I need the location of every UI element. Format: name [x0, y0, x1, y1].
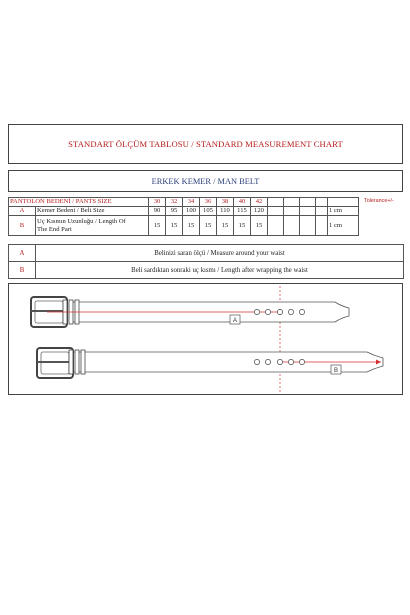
tolerance-cell: 1 cm — [328, 207, 359, 216]
note-row — [9, 262, 404, 279]
label-b: B — [333, 368, 339, 374]
belt-hole — [254, 309, 259, 314]
size-cell: 34 — [183, 198, 200, 207]
subtitle-box — [8, 170, 403, 192]
belt-loop — [75, 350, 79, 374]
value-cell: 15 — [183, 216, 200, 236]
row-label — [36, 216, 149, 236]
belt-diagram — [8, 283, 403, 395]
chart-title: STANDART ÖLÇÜM TABLOSU / STANDARD MEASUREMENT CHART — [68, 139, 343, 149]
value-cell: 120 — [251, 207, 268, 216]
table-row — [9, 207, 359, 216]
size-cell: 32 — [166, 198, 183, 207]
value-cell: 15 — [200, 216, 217, 236]
size-cell: 40 — [234, 198, 251, 207]
belt-hole — [265, 309, 270, 314]
measurement-notes — [8, 244, 404, 279]
value-cell: 15 — [166, 216, 183, 236]
row-label: Kemer Bedeni / Belt Size — [36, 207, 149, 216]
belt-hole — [265, 359, 270, 364]
belt-illustration — [9, 284, 402, 394]
tolerance-cell: 1 cm — [328, 216, 359, 236]
size-header-row — [9, 198, 359, 207]
value-cell: 15 — [149, 216, 166, 236]
row-key: A — [9, 207, 36, 216]
size-cell: 30 — [149, 198, 166, 207]
size-cell: 36 — [200, 198, 217, 207]
value-cell: 100 — [183, 207, 200, 216]
size-cell: 42 — [251, 198, 268, 207]
value-cell: 95 — [166, 207, 183, 216]
belt-hole — [254, 359, 259, 364]
row-label-line: Uç Kısmın Uzunluğu / Length Of — [37, 217, 126, 225]
note-row — [9, 245, 404, 262]
belt-hole — [277, 309, 282, 314]
note-text: Belinizi saran ölçü / Measure around your waist — [36, 245, 404, 262]
size-cell: 38 — [217, 198, 234, 207]
product-subtitle: ERKEK KEMER / MAN BELT — [151, 176, 260, 186]
table-row — [9, 216, 359, 236]
tolerance-label: Tolerance+/- — [364, 198, 394, 204]
value-cell: 110 — [217, 207, 234, 216]
belt-b — [37, 348, 383, 378]
row-key: B — [9, 216, 36, 236]
title-box — [8, 124, 403, 164]
belt-hole — [299, 309, 304, 314]
note-text: Beli sardıktan sonraki uç kısmı / Length after wrapping the waist — [36, 262, 404, 279]
label-a: A — [232, 318, 238, 324]
size-table — [8, 197, 359, 236]
value-cell: 115 — [234, 207, 251, 216]
belt-hole — [299, 359, 304, 364]
value-cell: 105 — [200, 207, 217, 216]
value-cell: 90 — [149, 207, 166, 216]
row-label-line: The End Part — [37, 225, 72, 233]
pants-size-header: PANTOLON BEDENİ / PANTS SIZE — [9, 198, 149, 207]
note-key: B — [9, 262, 36, 279]
belt-hole — [288, 359, 293, 364]
value-cell: 15 — [217, 216, 234, 236]
value-cell: 15 — [251, 216, 268, 236]
belt-hole — [288, 309, 293, 314]
belt-loop — [69, 350, 73, 374]
belt-a — [31, 297, 349, 327]
belt-loop — [81, 350, 85, 374]
belt-hole — [277, 359, 282, 364]
note-key: A — [9, 245, 36, 262]
buckle-prong — [37, 361, 71, 363]
value-cell: 15 — [234, 216, 251, 236]
